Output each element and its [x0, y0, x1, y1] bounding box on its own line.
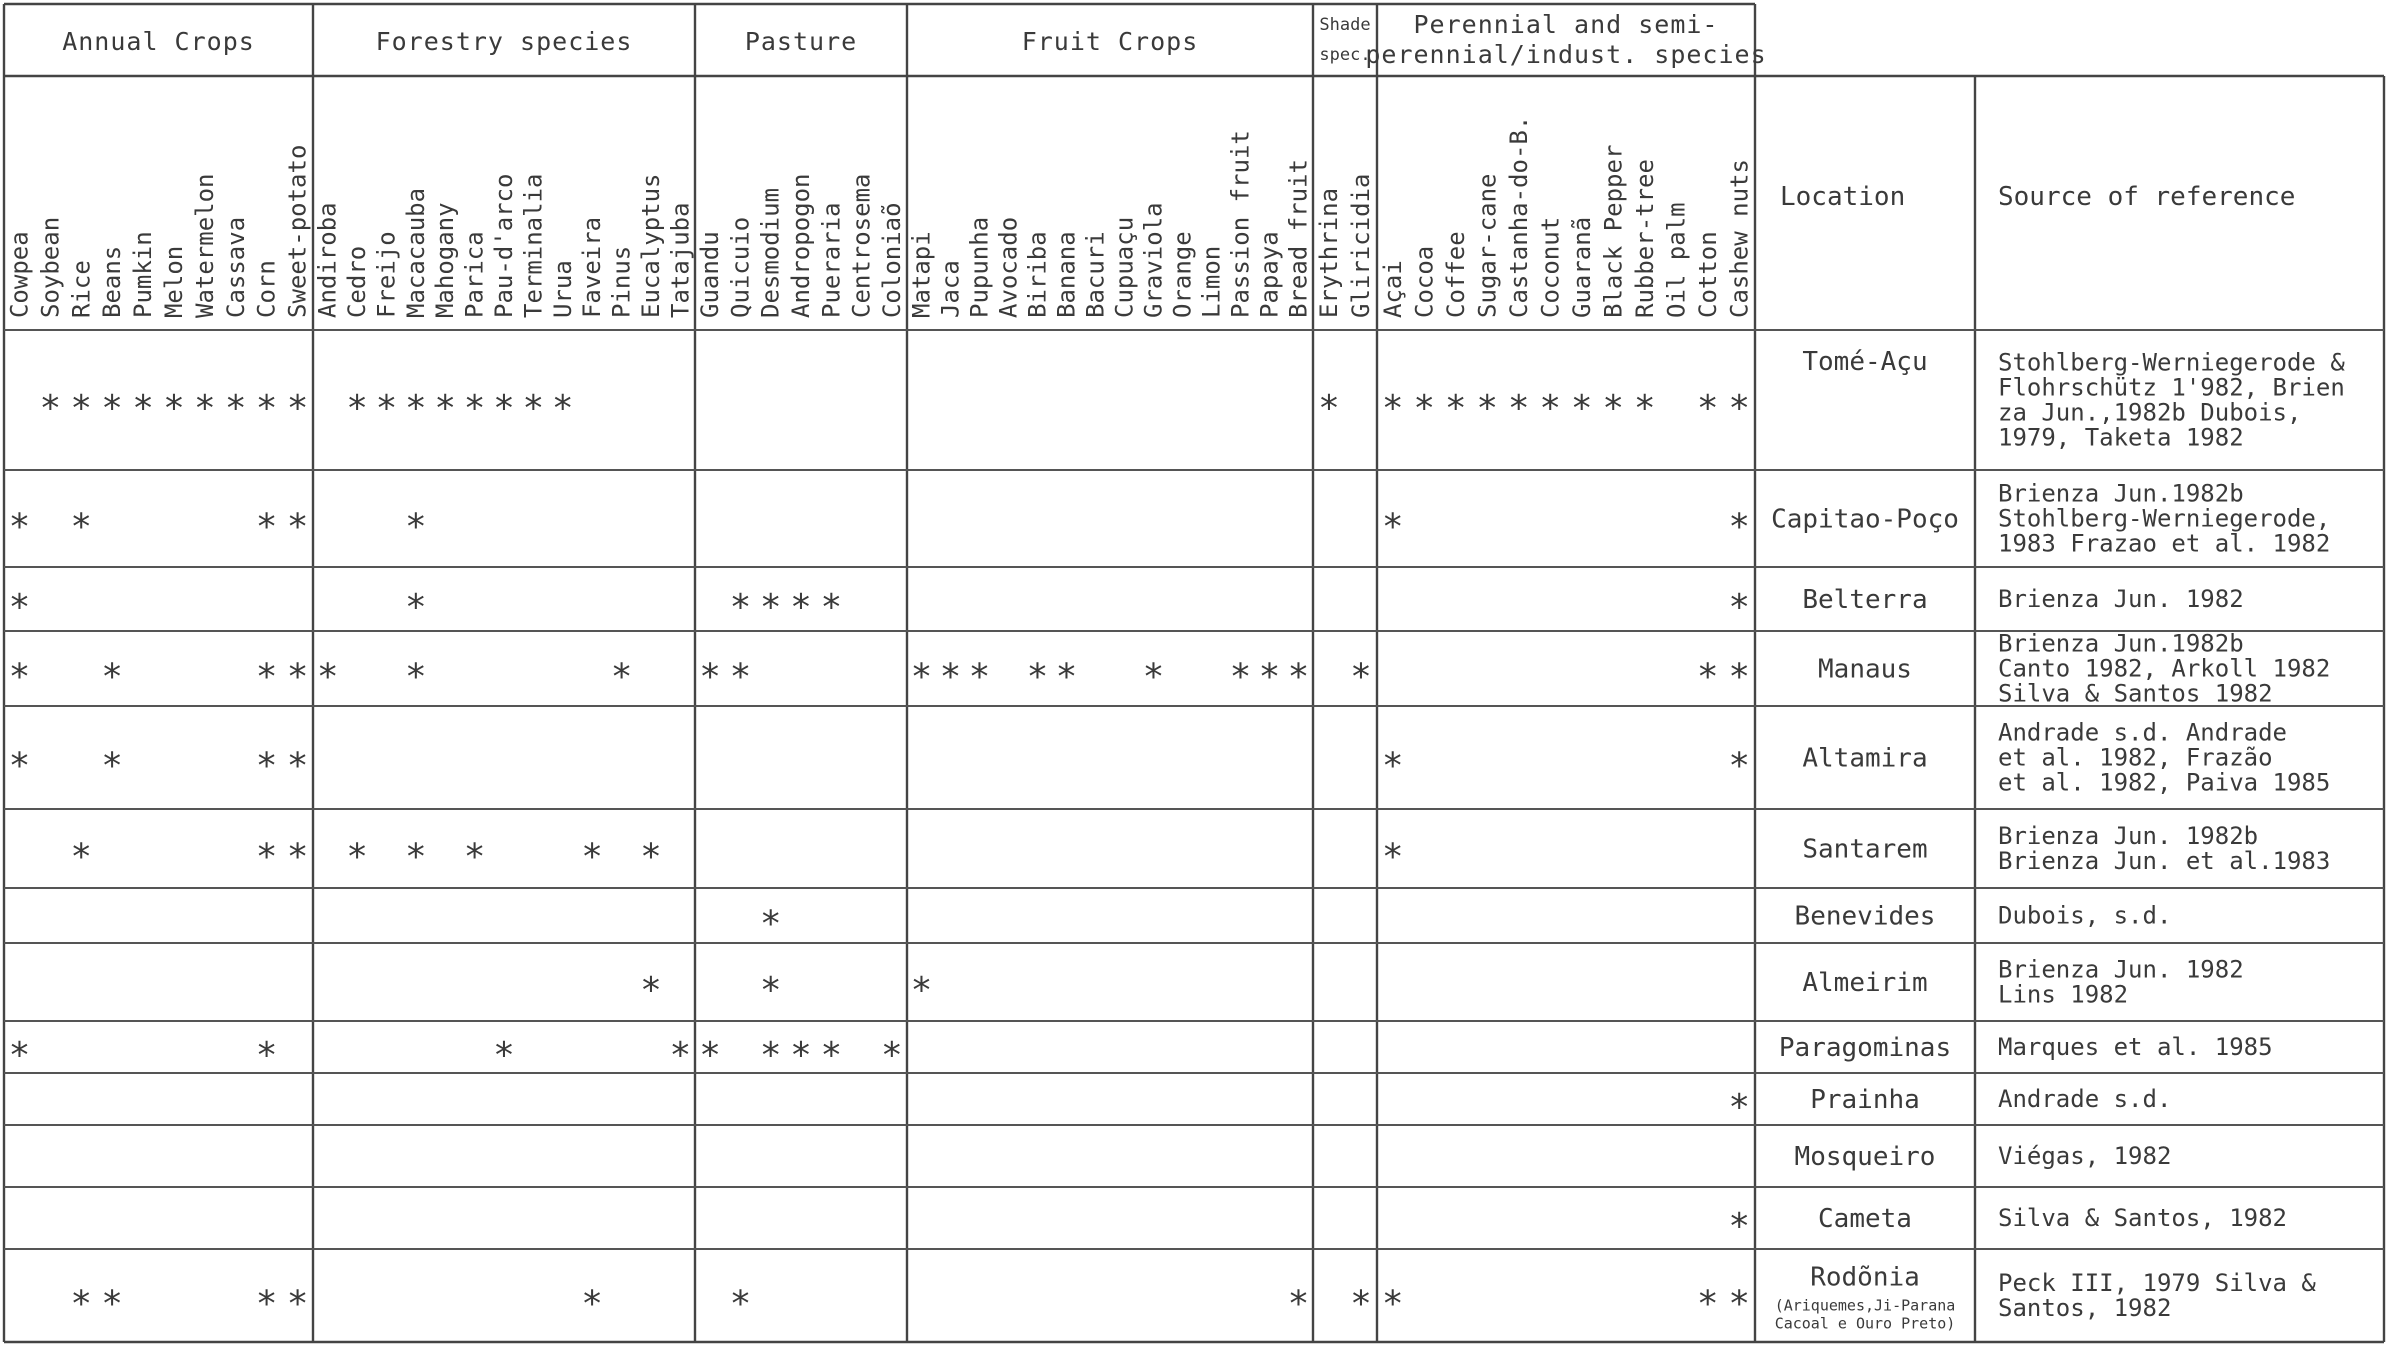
species-header: Oil palm: [1662, 202, 1691, 318]
occurrence-mark: *: [729, 656, 752, 698]
species-header: Freijo: [372, 231, 401, 318]
occurrence-mark: *: [405, 388, 427, 429]
species-header: Andropogon: [787, 173, 815, 318]
species-header: Biriba: [1023, 231, 1052, 318]
species-header: Cedro: [343, 245, 372, 318]
row-source: Flohrschütz 1'982, Brien: [1998, 373, 2345, 402]
occurrence-mark: *: [163, 388, 185, 429]
occurrence-mark: *: [255, 656, 278, 698]
occurrence-mark: *: [581, 836, 603, 878]
occurrence-mark: *: [346, 388, 368, 429]
occurrence-mark: *: [1229, 656, 1252, 698]
species-header: Pupunha: [965, 216, 994, 318]
occurrence-mark: *: [132, 388, 154, 429]
row-source: Lins 1982: [1998, 980, 2129, 1009]
row-location: Almeirim: [1802, 968, 1928, 998]
occurrence-mark: *: [101, 1283, 123, 1325]
row-source: Dubois, s.d.: [1998, 901, 2172, 930]
occurrence-mark: *: [255, 745, 278, 787]
occurrence-mark: *: [881, 1035, 903, 1076]
occurrence-mark: *: [759, 1035, 782, 1076]
species-header: Pinus: [607, 245, 636, 318]
occurrence-mark: *: [910, 656, 933, 698]
occurrence-mark: *: [581, 1283, 603, 1325]
occurrence-mark: *: [699, 1035, 721, 1076]
row-source: Silva & Santos 1982: [1998, 679, 2273, 708]
group-header-line2: perennial/indust. species: [1365, 40, 1767, 69]
species-header: Matapi: [907, 231, 936, 318]
occurrence-mark: *: [255, 388, 278, 429]
occurrence-mark: *: [286, 656, 309, 698]
occurrence-mark: *: [405, 506, 427, 548]
occurrence-mark: *: [939, 656, 962, 698]
location-header: Location: [1780, 182, 1906, 212]
occurrence-mark: *: [729, 1283, 752, 1325]
row-source: et al. 1982, Paiva 1985: [1998, 768, 2331, 797]
occurrence-mark: *: [1696, 1283, 1719, 1325]
row-source: Brienza Jun.1982b: [1998, 479, 2244, 508]
row-source: 1983 Frazao et al. 1982: [1998, 529, 2331, 558]
species-header: Coffee: [1441, 231, 1470, 318]
species-header: Soybean: [36, 216, 65, 318]
row-source: za Jun.,1982b Dubois,: [1998, 398, 2302, 427]
occurrence-mark: *: [463, 836, 486, 878]
row-location: Manaus: [1818, 654, 1912, 685]
occurrence-mark: *: [1507, 388, 1530, 429]
species-header: Guaranã: [1567, 216, 1596, 318]
row-location-detail: Cacoal e Ouro Preto): [1774, 1314, 1956, 1333]
species-header: Centrosema: [847, 173, 876, 318]
species-header: Rice: [67, 260, 96, 318]
species-header: Faveira: [578, 216, 607, 318]
species-header: Graviola: [1139, 202, 1168, 318]
row-location: Rodõnia: [1810, 1262, 1920, 1293]
occurrence-mark: *: [1539, 388, 1562, 429]
row-location: Benevides: [1794, 901, 1936, 932]
occurrence-mark: *: [255, 1035, 278, 1076]
row-source: Andrade s.d.: [1998, 1085, 2172, 1113]
occurrence-mark: *: [1381, 388, 1404, 429]
group-header: Shade: [1319, 15, 1371, 35]
row-location: Mosqueiro: [1794, 1142, 1936, 1172]
row-source: Brienza Jun. 1982b: [1998, 822, 2259, 850]
occurrence-mark: *: [1728, 1283, 1751, 1325]
occurrence-mark: *: [434, 388, 457, 429]
species-header: Corn: [252, 260, 281, 318]
occurrence-mark: *: [1602, 388, 1625, 429]
occurrence-mark: *: [699, 656, 721, 698]
occurrence-mark: *: [759, 970, 782, 1011]
species-header: Macacauba: [401, 187, 430, 318]
species-header: Sugar-cane: [1473, 173, 1502, 318]
occurrence-mark: *: [101, 388, 123, 429]
occurrence-mark: *: [759, 587, 782, 628]
row-source: Canto 1982, Arkoll 1982: [1998, 654, 2331, 683]
source-header: Source of reference: [1998, 182, 2296, 212]
occurrence-mark: *: [1728, 1087, 1751, 1128]
occurrence-mark: *: [286, 506, 309, 548]
row-location: Cameta: [1818, 1204, 1912, 1234]
occurrence-mark: *: [286, 1283, 309, 1325]
occurrence-mark: *: [522, 388, 545, 429]
occurrence-mark: *: [968, 656, 991, 698]
occurrence-mark: *: [1444, 388, 1467, 429]
species-header: Mahogany: [431, 202, 460, 318]
occurrence-mark: *: [493, 388, 515, 429]
species-header: Terminalia: [519, 173, 548, 318]
row-location: Tomé-Açu: [1802, 347, 1928, 377]
group-header: Forestry species: [375, 27, 633, 56]
occurrence-mark: *: [1381, 506, 1404, 548]
row-source: Santos, 1982: [1998, 1294, 2172, 1322]
occurrence-mark: *: [286, 388, 309, 429]
occurrence-mark: *: [8, 656, 31, 698]
row-source: Viégas, 1982: [1998, 1142, 2172, 1170]
species-header: Orange: [1168, 231, 1197, 318]
occurrence-mark: *: [1696, 656, 1719, 698]
occurrence-mark: *: [1350, 656, 1372, 698]
occurrence-mark: *: [8, 745, 31, 787]
occurrence-mark: *: [1696, 388, 1719, 429]
species-header: Jaca: [936, 260, 965, 318]
occurrence-mark: *: [70, 836, 93, 878]
species-header: Rubber-tree: [1630, 159, 1659, 318]
occurrence-mark: *: [1142, 656, 1165, 698]
occurrence-mark: *: [316, 656, 339, 698]
row-source: Brienza Jun. et al.1983: [1998, 847, 2331, 875]
row-source: Brienza Jun. 1982: [1998, 585, 2244, 613]
occurrence-mark: *: [255, 1283, 278, 1325]
species-header: Coloniaõ: [877, 202, 906, 318]
occurrence-mark: *: [1728, 388, 1751, 429]
occurrence-mark: *: [790, 1035, 812, 1076]
species-header: Avocado: [994, 216, 1023, 318]
species-header: Passion fruit: [1226, 130, 1255, 318]
species-header: Limon: [1197, 245, 1226, 318]
occurrence-mark: *: [8, 1035, 31, 1076]
occurrence-mark: *: [224, 388, 247, 429]
occurrence-mark: *: [194, 388, 216, 429]
occurrence-mark: *: [8, 587, 31, 628]
species-header: Eucalyptus: [636, 173, 665, 318]
occurrence-mark: *: [286, 745, 309, 787]
group-header: Fruit Crops: [1021, 27, 1199, 56]
species-header: Sweet-potato: [283, 144, 312, 318]
occurrence-mark: *: [1287, 1283, 1310, 1325]
occurrence-mark: *: [610, 656, 633, 698]
occurrence-mark: *: [463, 388, 486, 429]
species-header: Bread fruit: [1284, 159, 1313, 318]
row-source: 1979, Taketa 1982: [1998, 423, 2244, 452]
occurrence-mark: *: [1728, 745, 1751, 787]
row-source: Stohlberg-Werniegerode,: [1998, 504, 2331, 533]
species-header: Cupuaçu: [1110, 216, 1139, 318]
row-source: Peck III, 1979 Silva &: [1998, 1269, 2316, 1297]
occurrence-mark: *: [346, 836, 368, 878]
species-header: Gliricidia: [1347, 173, 1375, 318]
species-header: Urua: [548, 260, 577, 318]
occurrence-mark: *: [669, 1035, 692, 1076]
group-header: Annual Crops: [62, 27, 255, 56]
occurrence-mark: *: [1318, 388, 1340, 429]
row-location: Altamira: [1802, 743, 1928, 774]
occurrence-mark: *: [70, 388, 93, 429]
occurrence-mark: *: [101, 656, 123, 698]
occurrence-mark: *: [255, 506, 278, 548]
species-header: Melon: [159, 245, 188, 318]
occurrence-mark: *: [729, 587, 752, 628]
occurrence-mark: *: [1381, 745, 1404, 787]
row-source: Brienza Jun. 1982: [1998, 955, 2244, 984]
species-header: Papaya: [1255, 231, 1284, 318]
occurrence-mark: *: [759, 903, 782, 945]
species-header: Pumkin: [129, 231, 158, 318]
occurrence-mark: *: [405, 656, 427, 698]
species-header: Erythrina: [1315, 187, 1343, 318]
occurrence-mark: *: [1258, 656, 1281, 698]
species-header: Açai: [1378, 260, 1407, 318]
occurrence-mark: *: [1026, 656, 1049, 698]
row-source: et al. 1982, Frazão: [1998, 743, 2273, 772]
occurrence-mark: *: [8, 506, 31, 548]
group-header: Pasture: [744, 27, 858, 56]
row-source: Andrade s.d. Andrade: [1998, 718, 2287, 747]
occurrence-mark: *: [405, 836, 427, 878]
row-location: Prainha: [1810, 1085, 1920, 1115]
species-header: Cashew nuts: [1725, 159, 1754, 318]
species-header: Pueraria: [817, 202, 846, 318]
occurrence-mark: *: [375, 388, 398, 429]
species-header: Bacuri: [1081, 231, 1110, 318]
row-location-detail: (Ariquemes,Ji-Parana: [1774, 1296, 1956, 1315]
occurrence-mark: *: [910, 970, 933, 1011]
occurrence-mark: *: [1728, 656, 1751, 698]
species-header: Beans: [98, 245, 127, 318]
group-header-line2: spec.: [1319, 45, 1371, 65]
occurrence-mark: *: [70, 506, 93, 548]
occurrence-mark: *: [1381, 836, 1404, 878]
occurrence-mark: *: [286, 836, 309, 878]
row-source: Stohlberg-Werniegerode &: [1998, 348, 2345, 377]
species-header: Desmodium: [756, 187, 785, 318]
row-location: Paragominas: [1778, 1033, 1952, 1063]
occurrence-mark: *: [1055, 656, 1078, 698]
species-header: Coconut: [1536, 216, 1565, 318]
occurrence-mark: *: [790, 587, 812, 628]
occurrence-mark: *: [1570, 388, 1593, 429]
occurrence-mark: *: [820, 587, 843, 628]
row-source: Brienza Jun.1982b: [1998, 629, 2244, 658]
occurrence-mark: *: [1476, 388, 1499, 429]
row-location: Santarem: [1802, 834, 1928, 865]
occurrence-mark: *: [1350, 1283, 1372, 1325]
occurrence-mark: *: [493, 1035, 515, 1076]
occurrence-mark: *: [255, 836, 278, 878]
species-header: Parica: [460, 231, 489, 318]
row-location: Belterra: [1802, 585, 1928, 615]
occurrence-mark: *: [1381, 1283, 1404, 1325]
occurrence-mark: *: [1287, 656, 1310, 698]
species-header: Banana: [1052, 231, 1081, 318]
occurrence-mark: *: [1728, 1206, 1751, 1247]
species-header: Cotton: [1693, 231, 1722, 318]
species-header: Quicuio: [726, 216, 755, 318]
species-header: Cocoa: [1410, 245, 1439, 318]
row-source: Silva & Santos, 1982: [1998, 1204, 2287, 1232]
group-header: Perennial and semi-: [1413, 10, 1719, 39]
occurrence-mark: *: [1728, 506, 1751, 548]
occurrence-mark: *: [640, 836, 662, 878]
occurrence-mark: *: [39, 388, 62, 429]
occurrence-mark: *: [1728, 587, 1751, 628]
species-header: Castanha-do-B.: [1504, 115, 1533, 318]
occurrence-mark: *: [101, 745, 123, 787]
row-source: Marques et al. 1985: [1998, 1033, 2273, 1061]
species-header: Black Pepper: [1599, 144, 1628, 318]
species-header: Watermelon: [190, 173, 219, 318]
row-location: Capitao-Poço: [1771, 504, 1959, 535]
occurrence-mark: *: [405, 587, 427, 628]
species-header: Tatajuba: [666, 202, 695, 318]
occurrence-mark: *: [551, 388, 574, 429]
species-header: Cowpea: [5, 231, 34, 318]
species-header: Cassava: [221, 216, 250, 318]
species-header: Guandu: [696, 231, 725, 318]
species-header: Andiroba: [313, 202, 342, 318]
occurrence-mark: *: [820, 1035, 843, 1076]
occurrence-mark: *: [1633, 388, 1656, 429]
species-header: Pau-d'arco: [490, 173, 518, 318]
occurrence-mark: *: [640, 970, 662, 1011]
occurrence-mark: *: [1413, 388, 1436, 429]
occurrence-mark: *: [70, 1283, 93, 1325]
